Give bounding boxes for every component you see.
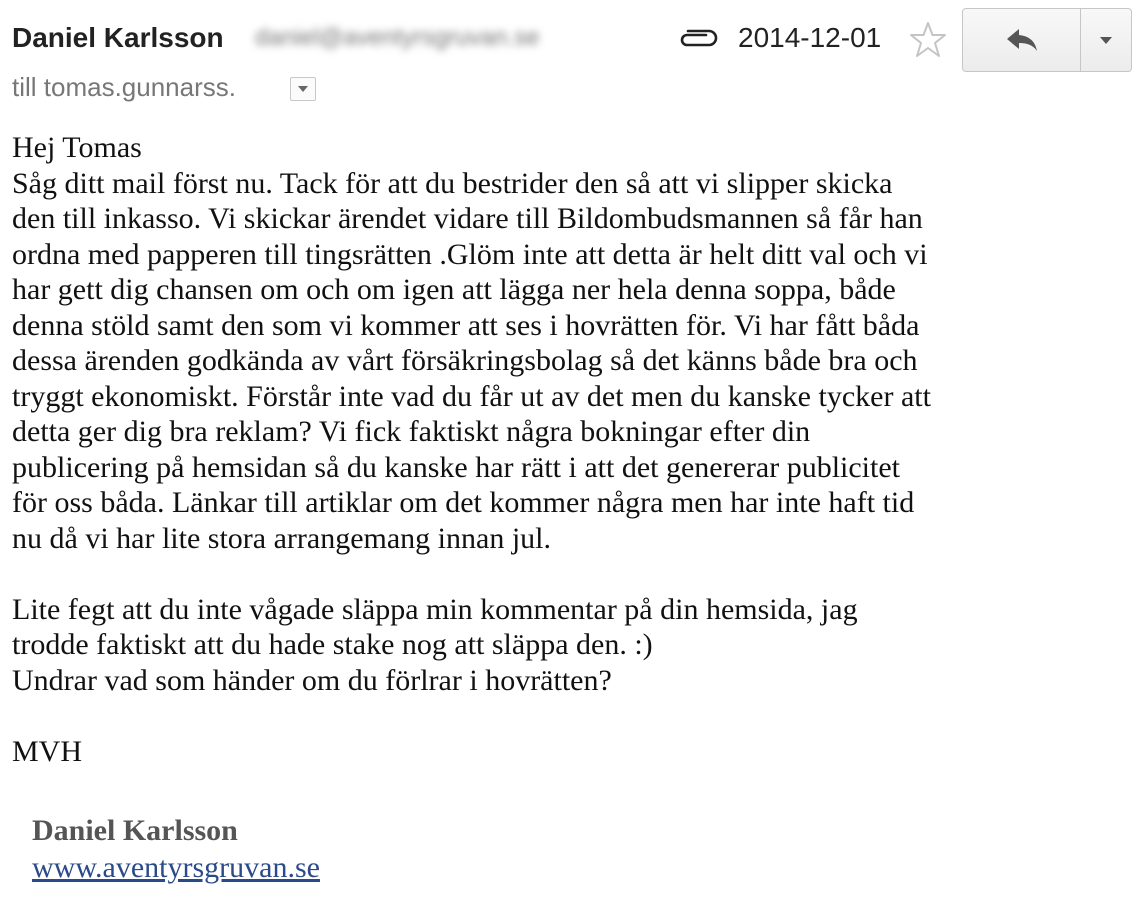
body-line: för oss båda. Länkar till artiklar om det kommer några men har inte haft tid bbox=[12, 486, 915, 519]
chevron-down-icon bbox=[1099, 35, 1113, 45]
body-line: publicering på hemsidan så du kanske har rätt i att det genererar publicitet bbox=[12, 450, 901, 484]
closing: MVH bbox=[12, 734, 83, 768]
signature-website-link[interactable]: www.aventyrsgruvan.se bbox=[32, 851, 320, 884]
message-paragraph bbox=[12, 166, 1127, 557]
signature bbox=[32, 812, 320, 886]
body-line: denna stöld samt den som vi kommer att ses i hovrätten för. Vi har fått båda bbox=[12, 308, 920, 342]
signature-name: Daniel Karlsson bbox=[32, 814, 238, 847]
body-line: detta ger dig bra reklam? Vi fick faktiskt några bokningar efter din bbox=[12, 415, 811, 448]
reply-button-group bbox=[962, 8, 1132, 72]
sender-email: daniel@aventyrsgruvan.se bbox=[255, 24, 540, 51]
message-paragraph bbox=[12, 592, 1127, 699]
message-header bbox=[0, 0, 1139, 110]
reply-button[interactable] bbox=[963, 9, 1081, 71]
body-line: har gett dig chansen om och om igen att lägga ner hela denna soppa, både bbox=[12, 273, 896, 306]
recipients-line: till tomas.gunnarss. bbox=[12, 72, 236, 102]
body-line: Undrar vad som händer om du förlrar i hovrätten? bbox=[12, 663, 612, 697]
sender-name[interactable]: Daniel Karlsson bbox=[12, 22, 224, 53]
body-line: den till inkasso. Vi skickar ärendet vidare till Bildombudsmannen så får han bbox=[12, 202, 923, 235]
caret-down-icon bbox=[297, 85, 309, 93]
body-line: trodde faktiskt att du hade stake nog att släppa den. :) bbox=[12, 628, 653, 661]
show-details-button[interactable] bbox=[290, 77, 316, 101]
greeting: Hej Tomas bbox=[12, 131, 142, 164]
message-body bbox=[12, 130, 1127, 769]
body-line: ordna med papperen till tingsrätten .Glöm inte att detta är helt ditt val och vi bbox=[12, 237, 928, 271]
paperclip-icon bbox=[676, 28, 718, 52]
body-line: Lite fegt att du inte vågade släppa min kommentar på din hemsida, jag bbox=[12, 592, 858, 626]
body-line: Såg ditt mail först nu. Tack för att du bestrider den så att vi slipper skicka bbox=[12, 166, 893, 200]
more-actions-button[interactable] bbox=[1081, 9, 1131, 71]
body-line: nu då vi har lite stora arrangemang innan jul. bbox=[12, 521, 551, 555]
reply-arrow-icon bbox=[1005, 27, 1039, 53]
body-line: dessa ärenden godkända av vårt försäkringsbolag så det känns både bra och bbox=[12, 344, 918, 377]
body-line: tryggt ekonomiskt. Förstår inte vad du får ut av det men du kanske tycker att bbox=[12, 379, 931, 413]
paragraph-gap bbox=[12, 698, 1127, 734]
message-date: 2014-12-01 bbox=[738, 22, 882, 53]
star-icon[interactable] bbox=[908, 20, 948, 60]
paragraph-gap bbox=[12, 556, 1127, 592]
